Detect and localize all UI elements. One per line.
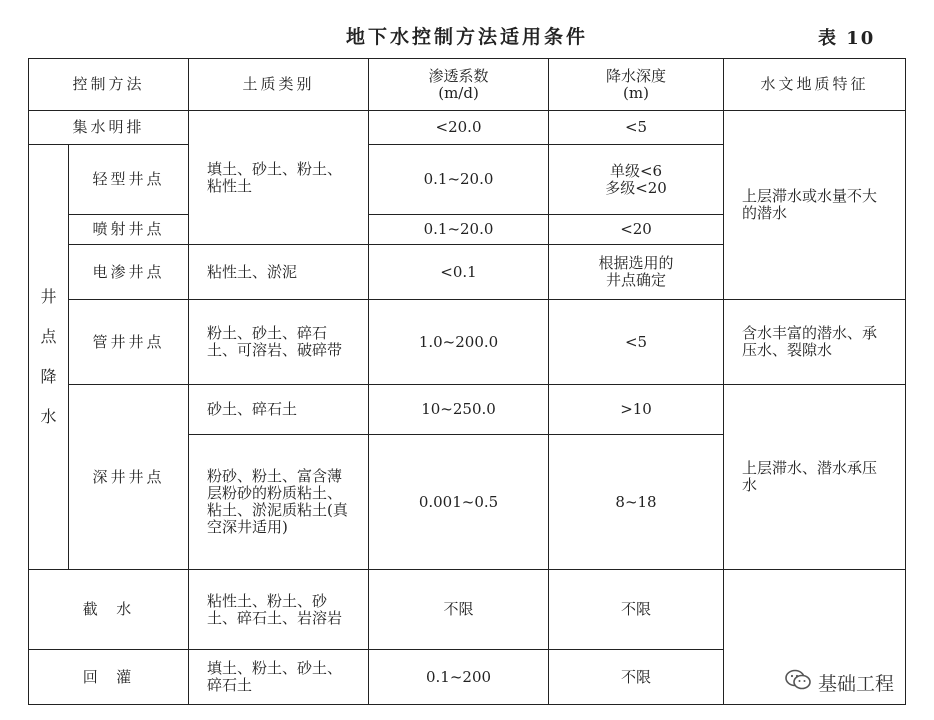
header-hydrogeology: 水文地质特征 xyxy=(724,59,906,111)
soil-jieshui: 粘性土、粉土、砂土、碎石土、岩溶岩 xyxy=(189,570,369,650)
hydro-shenjing: 上层滞水、潜水承压水 xyxy=(724,385,906,570)
soil-top: 填土、砂土、粉土、粘性土 xyxy=(189,111,369,245)
table-title: 地下水控制方法适用条件 xyxy=(345,26,588,48)
hydro-jieshui xyxy=(724,570,906,650)
hydro-top: 上层滞水或水量不大的潜水 xyxy=(724,111,906,300)
header-row xyxy=(29,59,906,111)
depth-shenjing-2: 8~18 xyxy=(549,435,724,570)
wechat-icon xyxy=(784,669,812,696)
depth-guanjing: <5 xyxy=(549,300,724,385)
depth-qingxing: 单级<6 多级<20 xyxy=(549,145,724,215)
method-huiguan: 回 灌 xyxy=(29,650,189,705)
depth-huiguan: 不限 xyxy=(549,650,724,705)
perm-guanjing: 1.0~200.0 xyxy=(369,300,549,385)
soil-guanjing: 粉土、砂土、碎石土、可溶岩、破碎带 xyxy=(189,300,369,385)
method-jishui: 集水明排 xyxy=(29,111,189,145)
depth-jieshui: 不限 xyxy=(549,570,724,650)
method-shenjing: 深井井点 xyxy=(69,385,189,570)
depth-jishui: <5 xyxy=(549,111,724,145)
groundwater-control-table xyxy=(28,58,906,705)
row-jieshui xyxy=(29,570,906,650)
method-diansheng: 电渗井点 xyxy=(69,245,189,300)
method-jieshui: 截 水 xyxy=(29,570,189,650)
method-guanjing: 管井井点 xyxy=(69,300,189,385)
soil-shenjing-1: 砂土、碎石土 xyxy=(189,385,369,435)
perm-diansheng: <0.1 xyxy=(369,245,549,300)
row-jishui xyxy=(29,111,906,145)
header-depth: 降水深度 (m) xyxy=(549,59,724,111)
method-penshe: 喷射井点 xyxy=(69,215,189,245)
hydro-guanjing: 含水丰富的潜水、承压水、裂隙水 xyxy=(724,300,906,385)
row-guanjing xyxy=(29,300,906,385)
header-soil: 土质类别 xyxy=(189,59,369,111)
table-number: 表 10 xyxy=(818,28,876,49)
perm-shenjing-2: 0.001~0.5 xyxy=(369,435,549,570)
perm-jieshui: 不限 xyxy=(369,570,549,650)
perm-huiguan: 0.1~200 xyxy=(369,650,549,705)
soil-huiguan: 填土、粉土、砂土、碎石土 xyxy=(189,650,369,705)
perm-qingxing: 0.1~20.0 xyxy=(369,145,549,215)
row-shenjing-1 xyxy=(29,385,906,435)
perm-penshe: 0.1~20.0 xyxy=(369,215,549,245)
watermark-text: 基础工程 xyxy=(817,673,894,695)
soil-shenjing-2: 粉砂、粉土、富含薄层粉砂的粉质粘土、粘土、淤泥质粘土(真空深井适用) xyxy=(189,435,369,570)
soil-diansheng: 粘性土、淤泥 xyxy=(189,245,369,300)
header-permeability: 渗透系数 (m/d) xyxy=(369,59,549,111)
depth-shenjing-1: >10 xyxy=(549,385,724,435)
header-method: 控制方法 xyxy=(29,59,189,111)
depth-diansheng: 根据选用的 井点确定 xyxy=(549,245,724,300)
group-jingdian xyxy=(29,145,69,570)
perm-jishui: <20.0 xyxy=(369,111,549,145)
group-label: 井点降水 xyxy=(40,287,57,426)
depth-penshe: <20 xyxy=(549,215,724,245)
row-huiguan xyxy=(29,650,906,705)
watermark xyxy=(784,669,894,696)
method-qingxing: 轻型井点 xyxy=(69,145,189,215)
perm-shenjing-1: 10~250.0 xyxy=(369,385,549,435)
